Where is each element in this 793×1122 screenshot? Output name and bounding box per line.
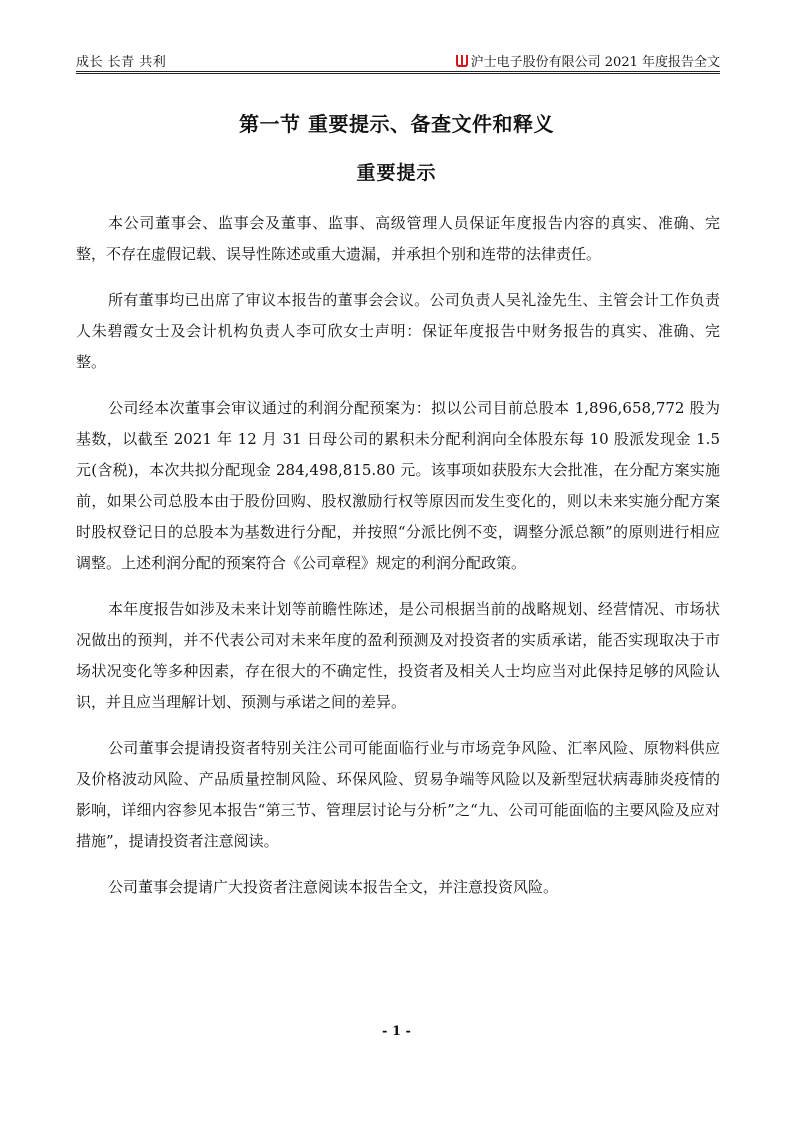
header-report-title-group bbox=[455, 51, 720, 70]
page-header bbox=[76, 50, 720, 72]
body-text bbox=[76, 208, 720, 918]
header-slogan: 成长 长青 共利 bbox=[76, 55, 167, 70]
paragraph-risk-notice: 公司董事会提请投资者特别关注公司可能面临行业与市场竞争风险、汇率风险、原物料供应及价格波动风险、产品质量控制风险、环保风险、贸易争端等风险以及新型冠状病毒肺炎疫情的影响，详细内容参见本报告“第三节、管理层讨论与分析”之“九、公司可能面临的主要风险及应对措施”，提请投资者注意阅读。 bbox=[76, 739, 720, 850]
company-logo-icon bbox=[455, 54, 469, 68]
header-divider bbox=[76, 71, 720, 74]
paragraph-director-statement: 所有董事均已出席了审议本报告的董事会会议。公司负责人吴礼淦先生、主管会计工作负责人朱碧霞女士及会计机构负责人李可欣女士声明：保证年度报告中财务报告的真实、准确、完整。 bbox=[76, 291, 720, 371]
paragraph-investment-risk: 公司董事会提请广大投资者注意阅读本报告全文，并注意投资风险。 bbox=[108, 878, 559, 896]
paragraph-responsibility: 本公司董事会、监事会及董事、监事、高级管理人员保证年度报告内容的真实、准确、完整，不存在虚假记载、误导性陈述或重大遗漏，并承担个别和连带的法律责任。 bbox=[76, 214, 720, 263]
sub-title: 重要提示 bbox=[356, 162, 437, 184]
paragraph-forward-looking: 本年度报告如涉及未来计划等前瞻性陈述，是公司根据当前的战略规划、经营情况、市场状况做出的预判，并不代表公司对未来年度的盈利预测及对投资者的实质承诺，能否实现取决于市场状况变化等多种因素，存在很大的不确定性，投资者及相关人士均应当对此保持足够的风险认识，并且应当理解计划、预测与承诺之间的差异。 bbox=[76, 600, 720, 711]
header-report-title: 沪士电子股份有限公司 2021 年度报告全文 bbox=[470, 55, 720, 70]
paragraph-profit-distribution: 公司经本次董事会审议通过的利润分配预案为：拟以公司目前总股本 1,896,658,772 股为基数，以截至 2021 年 12 月 31 日母公司的累积未分配利润向全体股东每 10 股派发现金 1.5 元(含税)，本次共拟分配现金 284,498,815.80 元。该事项如获股东大会批准，在分配方案实施前，如果公司总股本由于股份回购、股权激励行权等原因而发生变化的，则以未来实施分配方案时股权登记日的总股本为基数进行分配，并按照“分派比例不变，调整分派总额”的原则进行相应调整。上述利润分配的预案符合《公司章程》规定的利润分配政策。 bbox=[76, 399, 720, 572]
section-title: 第一节 重要提示、备查文件和释义 bbox=[239, 112, 554, 136]
page-number: - 1 - bbox=[382, 1024, 411, 1039]
